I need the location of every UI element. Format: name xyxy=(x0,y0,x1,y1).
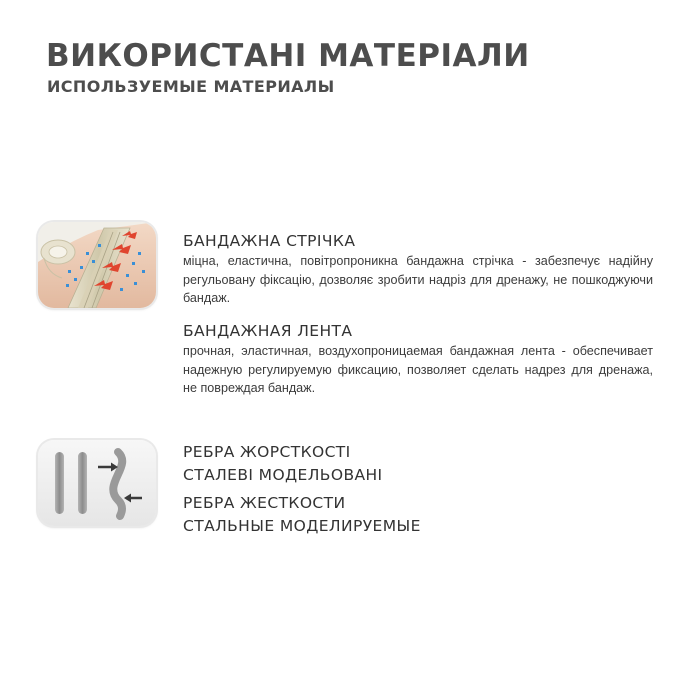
steel-ribs-ru-heading-line2: СТАЛЬНЫЕ МОДЕЛИРУЕМЫЕ xyxy=(183,517,421,535)
steel-ribs-uk-section xyxy=(183,441,653,487)
steel-ribs-ru-heading-line1: РЕБРА ЖЕСТКОСТИ xyxy=(183,494,346,512)
steel-ribs-ru-section xyxy=(183,492,653,538)
bandage-tape-ru-description: прочная, эластичная, воздухопроницаемая бандажная лента - обеспечивает надежную регулируемую фиксацию, позволяет сделать надрез для дренажа, не повреждая бандаж. xyxy=(183,344,653,395)
bandage-tape-ru-section xyxy=(183,322,653,398)
steel-ribs-illustration xyxy=(38,440,156,526)
page-subtitle-ru: ИСПОЛЬЗУЕМЫЕ МАТЕРИАЛЫ xyxy=(47,77,335,96)
steel-ribs-uk-heading-line1: РЕБРА ЖОРСТКОСТІ xyxy=(183,443,351,461)
bandage-tape-uk-section xyxy=(183,232,653,308)
bandage-tape-uk-heading: БАНДАЖНА СТРІЧКА xyxy=(183,232,356,250)
steel-ribs-icon xyxy=(38,440,156,526)
page-title-uk: ВИКОРИСТАНІ МАТЕРІАЛИ xyxy=(46,38,530,74)
bandage-tape-icon xyxy=(38,222,156,308)
bandage-tape-ru-heading: БАНДАЖНАЯ ЛЕНТА xyxy=(183,322,353,340)
bandage-tape-illustration xyxy=(38,222,156,308)
steel-ribs-uk-heading-line2: СТАЛЕВІ МОДЕЛЬОВАНІ xyxy=(183,466,383,484)
bandage-tape-uk-description: міцна, еластична, повітропроникна бандажна стрічка - забезпечує надійну регульовану фіксацію, дозволяє зробити надріз для дренажу, не пошкоджуючи бандаж. xyxy=(183,254,653,305)
